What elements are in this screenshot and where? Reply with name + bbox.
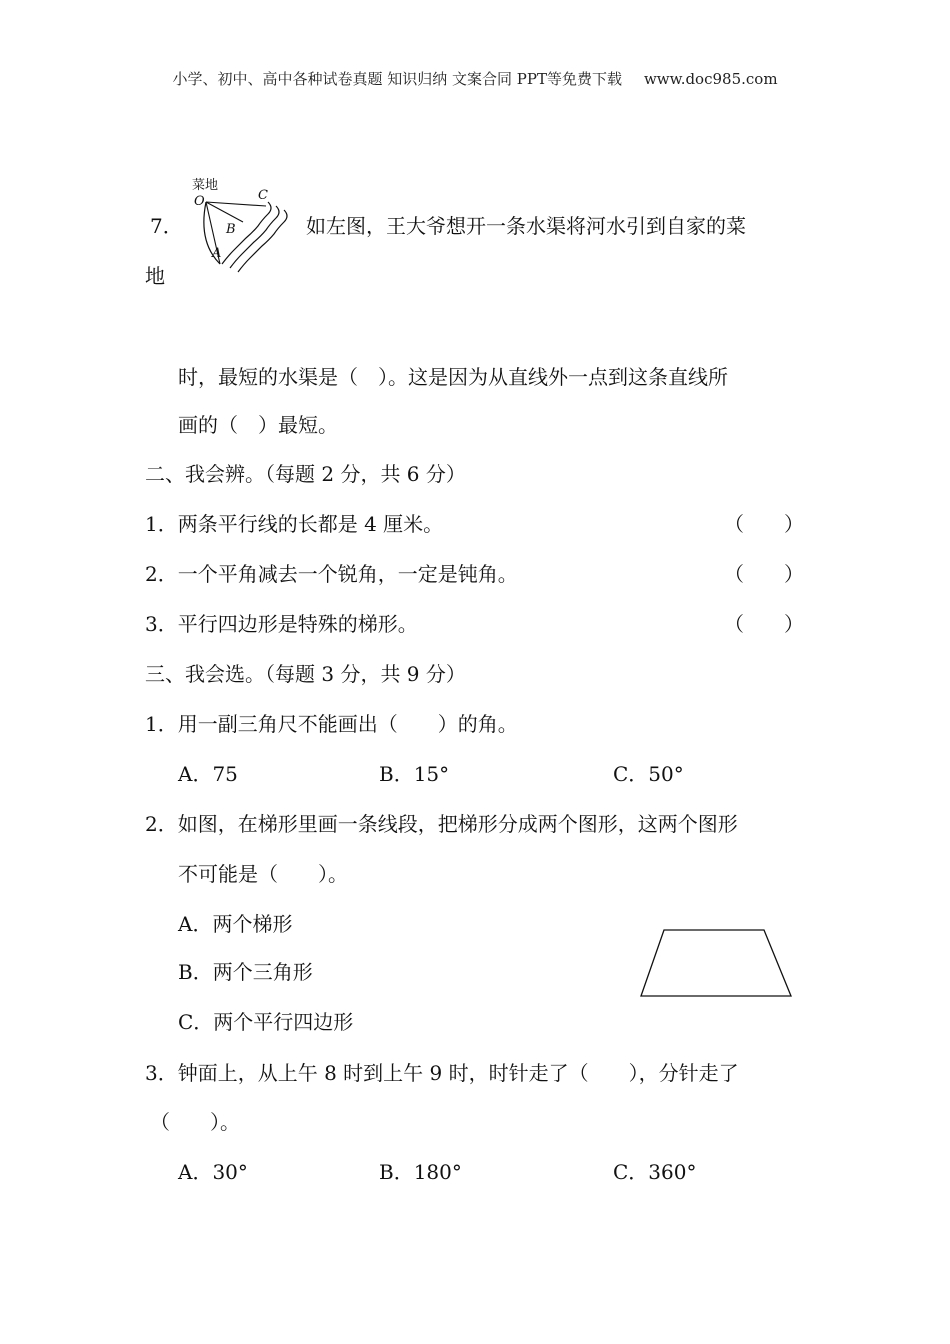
page-header [0, 68, 950, 89]
trapezoid-figure [636, 926, 798, 1002]
judge-item-2: 2．一个平角减去一个锐角，一定是钝角。 [145, 562, 518, 586]
line-OC [206, 202, 266, 206]
judge-item-1: 1．两条平行线的长都是 4 厘米。 [145, 512, 444, 536]
trapezoid-shape [641, 930, 791, 996]
header-text: 小学、初中、高中各种试卷真题 知识归纳 文案合同 PPT等免费下载 [172, 70, 622, 88]
choice-q1-option-a[interactable]: A．75 [178, 762, 238, 786]
judge-answer-1[interactable]: （ ） [724, 512, 804, 536]
choice-q2-line1: 2．如图，在梯形里画一条线段，把梯形分成两个图形，这两个图形 [145, 812, 738, 836]
line-OB [206, 202, 243, 222]
choice-q3-option-c[interactable]: C．360° [613, 1160, 697, 1184]
q7-line3: 画的（ ）最短。 [178, 413, 338, 437]
q7-line2: 时，最短的水渠是（ ）。这是因为从直线外一点到这条直线所 [178, 365, 728, 389]
choice-q1-text: 1．用一副三角尺不能画出（ ）的角。 [145, 712, 518, 736]
q7-line1-tail: 地 [145, 264, 165, 288]
choice-q2-option-c[interactable]: C．两个平行四边形 [178, 1010, 354, 1034]
figure-label-A: A [212, 246, 222, 261]
q7-number: 7． [150, 214, 183, 238]
section2-heading: 二、我会辨。（每题 2 分，共 6 分） [145, 462, 466, 486]
choice-q1-option-c[interactable]: C．50° [613, 762, 684, 786]
figure-label-O: O [194, 194, 205, 209]
figure-label-C: C [258, 188, 268, 203]
choice-q3-option-a[interactable]: A．30° [178, 1160, 248, 1184]
judge-answer-3[interactable]: （ ） [724, 612, 804, 636]
choice-q3-option-b[interactable]: B．180° [379, 1160, 462, 1184]
choice-q2-line2: 不可能是（ ）。 [178, 862, 348, 886]
canal-figure [188, 172, 298, 282]
choice-q3-line1: 3．钟面上，从上午 8 时到上午 9 时，时针走了（ ），分针走了 [145, 1061, 739, 1085]
judge-item-3: 3．平行四边形是特殊的梯形。 [145, 612, 418, 636]
q7-line1: 如左图，王大爷想开一条水渠将河水引到自家的菜 [306, 214, 746, 238]
choice-q1-option-b[interactable]: B．15° [379, 762, 450, 786]
header-url[interactable]: www.doc985.com [643, 70, 778, 88]
choice-q3-line2: （ ）。 [150, 1110, 240, 1134]
section3-heading: 三、我会选。（每题 3 分，共 9 分） [145, 662, 466, 686]
judge-answer-2[interactable]: （ ） [724, 562, 804, 586]
choice-q2-option-a[interactable]: A．两个梯形 [178, 912, 293, 936]
figure-label-field: 菜地 [192, 178, 219, 193]
choice-q2-option-b[interactable]: B．两个三角形 [178, 960, 313, 984]
figure-label-B: B [226, 222, 236, 237]
